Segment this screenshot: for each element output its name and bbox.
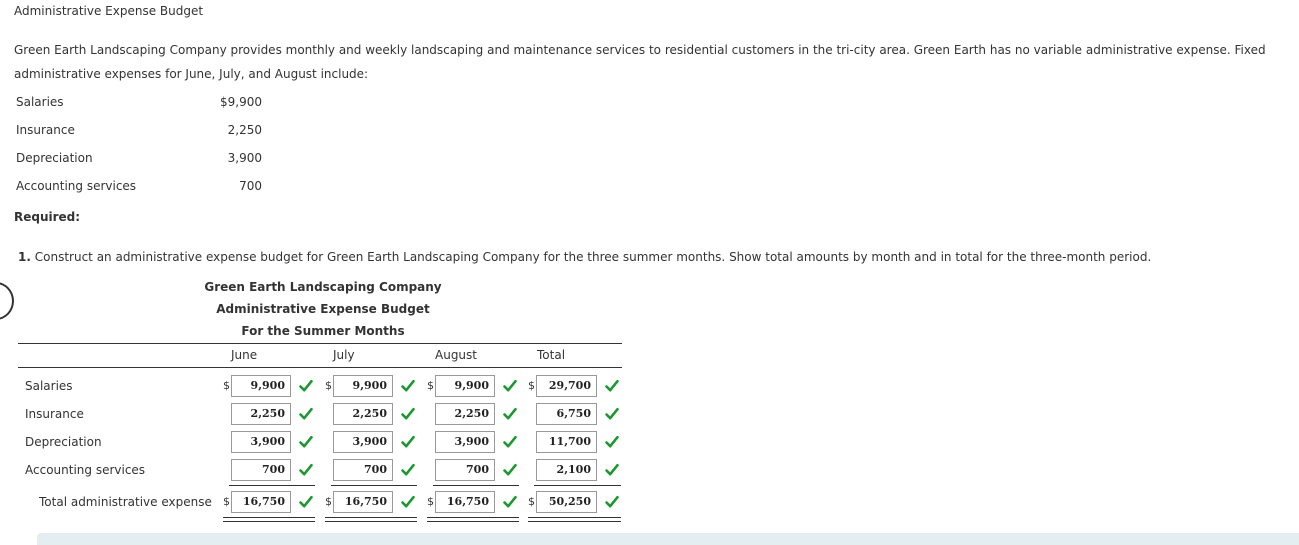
salaries-august-input[interactable]: 9,900 (435, 375, 495, 397)
question-text: Construct an administrative expense budget for Green Earth Landscaping Company for the three summer months. Show total amounts by month and in total for the three-month period. (34, 250, 1152, 264)
accounting-august-input[interactable]: 700 (435, 459, 495, 481)
answer-panel (37, 533, 1299, 545)
total-august-input[interactable]: 16,750 (435, 491, 495, 513)
expense-label-salaries: Salaries (16, 95, 64, 109)
page-title: Administrative Expense Budget (14, 4, 204, 18)
accounting-total-input[interactable]: 2,100 (536, 459, 597, 481)
col-head-august: August (435, 348, 477, 362)
check-icon (400, 378, 416, 394)
dollar-sign: $ (528, 495, 535, 508)
insurance-july-input[interactable]: 2,250 (333, 403, 393, 425)
intro-paragraph: Green Earth Landscaping Company provides monthly and weekly landscaping and maintenance services to residential customers in the tri-city area. Green Earth has no variable administrative expense. Fixed administrative expenses for June, July, and August include: (14, 43, 1266, 81)
salaries-june-input[interactable]: 9,900 (231, 375, 291, 397)
budget-title: Administrative Expense Budget (216, 302, 430, 316)
check-icon (604, 462, 620, 478)
check-icon (502, 434, 518, 450)
total-june-input[interactable]: 16,750 (231, 491, 291, 513)
total-double-underline (325, 517, 417, 522)
insurance-june-input[interactable]: 2,250 (231, 403, 291, 425)
expense-label-accounting: Accounting services (16, 179, 137, 193)
expense-value-salaries: $9,900 (220, 95, 262, 109)
expense-value-depreciation: 3,900 (227, 151, 262, 165)
table-header-rule (18, 367, 622, 368)
col-head-july: July (333, 348, 355, 362)
col-head-june: June (231, 348, 258, 362)
check-icon (502, 406, 518, 422)
insurance-august-input[interactable]: 2,250 (435, 403, 495, 425)
check-icon (400, 494, 416, 510)
dollar-sign: $ (325, 495, 332, 508)
row-label-salaries: Salaries (25, 379, 73, 393)
row-label-accounting: Accounting services (25, 463, 146, 477)
row-label-insurance: Insurance (25, 407, 84, 421)
check-icon (604, 378, 620, 394)
check-icon (298, 494, 314, 510)
check-icon (400, 434, 416, 450)
depreciation-july-input[interactable]: 3,900 (333, 431, 393, 453)
check-icon (298, 406, 314, 422)
check-icon (604, 494, 620, 510)
accounting-july-input[interactable]: 700 (333, 459, 393, 481)
subtotal-rule (433, 485, 519, 486)
total-double-underline (223, 517, 315, 522)
scroll-indicator-circle[interactable] (0, 282, 14, 320)
check-icon (400, 462, 416, 478)
insurance-total-input[interactable]: 6,750 (536, 403, 597, 425)
dollar-sign: $ (223, 495, 230, 508)
dollar-sign: $ (427, 495, 434, 508)
total-double-underline (528, 517, 621, 522)
check-icon (298, 434, 314, 450)
subtotal-rule (229, 485, 315, 486)
total-double-underline (427, 517, 519, 522)
salaries-july-input[interactable]: 9,900 (333, 375, 393, 397)
question-number: 1. (18, 250, 31, 264)
budget-period: For the Summer Months (241, 324, 405, 338)
check-icon (502, 378, 518, 394)
expense-label-depreciation: Depreciation (16, 151, 93, 165)
check-icon (604, 406, 620, 422)
dollar-sign: $ (528, 379, 535, 392)
subtotal-rule (331, 485, 417, 486)
check-icon (604, 434, 620, 450)
depreciation-august-input[interactable]: 3,900 (435, 431, 495, 453)
expense-value-accounting: 700 (239, 179, 262, 193)
required-heading: Required: (14, 210, 81, 224)
dollar-sign: $ (325, 379, 332, 392)
total-july-input[interactable]: 16,750 (333, 491, 393, 513)
salaries-total-input[interactable]: 29,700 (536, 375, 597, 397)
depreciation-total-input[interactable]: 11,700 (536, 431, 597, 453)
budget-company: Green Earth Landscaping Company (204, 280, 442, 294)
table-top-rule (18, 343, 622, 344)
check-icon (502, 462, 518, 478)
row-label-depreciation: Depreciation (25, 435, 102, 449)
dollar-sign: $ (223, 379, 230, 392)
expense-value-insurance: 2,250 (227, 123, 262, 137)
check-icon (502, 494, 518, 510)
col-head-total: Total (537, 348, 566, 362)
total-row-label: Total administrative expense (39, 495, 212, 509)
total-total-input[interactable]: 50,250 (536, 491, 597, 513)
depreciation-june-input[interactable]: 3,900 (231, 431, 291, 453)
check-icon (400, 406, 416, 422)
question-1 (18, 250, 1151, 264)
dollar-sign: $ (427, 379, 434, 392)
expense-label-insurance: Insurance (16, 123, 75, 137)
accounting-june-input[interactable]: 700 (231, 459, 291, 481)
check-icon (298, 462, 314, 478)
check-icon (298, 378, 314, 394)
subtotal-rule (534, 485, 621, 486)
